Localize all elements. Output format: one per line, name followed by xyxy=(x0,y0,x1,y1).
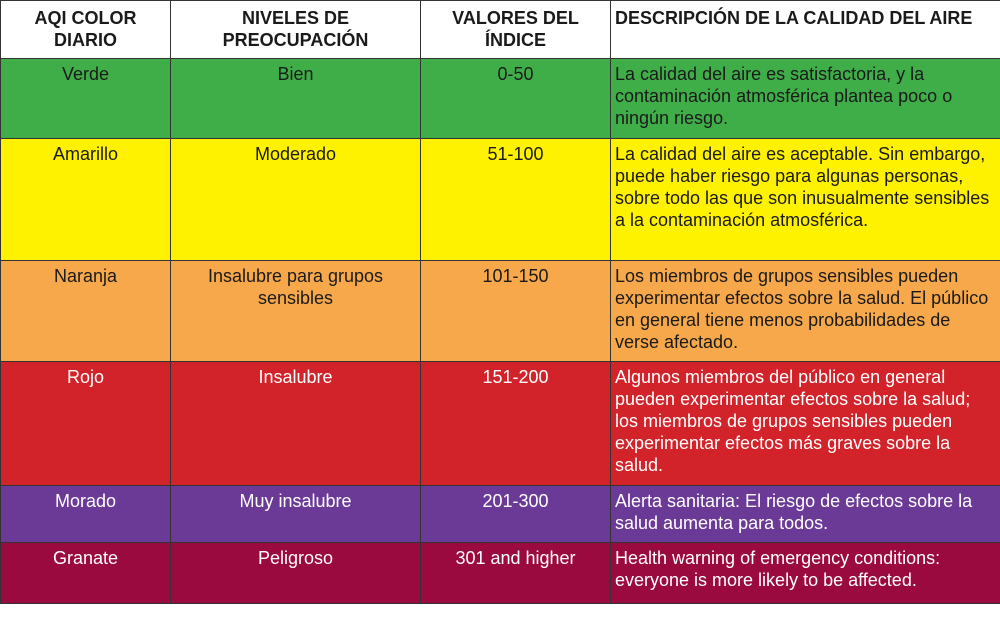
cell-description: Los miembros de grupos sensibles pueden experimentar efectos sobre la salud. El público en general tiene menos probabilidades de verse afectado. xyxy=(611,261,1000,362)
cell-values: 0-50 xyxy=(421,59,611,139)
table-row xyxy=(1,59,1000,139)
cell-level: Insalubre xyxy=(171,362,421,486)
cell-description: Health warning of emergency conditions: everyone is more likely to be affected. xyxy=(611,543,1000,604)
header-description: DESCRIPCIÓN DE LA CALIDAD DEL AIRE xyxy=(611,1,1000,59)
cell-color: Granate xyxy=(1,543,171,604)
cell-description: La calidad del aire es satisfactoria, y la contaminación atmosférica plantea poco o ningún riesgo. xyxy=(611,59,1000,139)
header-level: NIVELES DE PREOCUPACIÓN xyxy=(171,1,421,59)
table-row xyxy=(1,486,1000,543)
table-row xyxy=(1,362,1000,486)
cell-color: Rojo xyxy=(1,362,171,486)
cell-level: Moderado xyxy=(171,139,421,261)
table-row xyxy=(1,261,1000,362)
cell-color: Morado xyxy=(1,486,171,543)
cell-description: Algunos miembros del público en general pueden experimentar efectos sobre la salud; los miembros de grupos sensibles pueden experimentar efectos más graves sobre la salud. xyxy=(611,362,1000,486)
header-row xyxy=(1,1,1000,59)
cell-values: 201-300 xyxy=(421,486,611,543)
cell-color: Naranja xyxy=(1,261,171,362)
cell-color: Verde xyxy=(1,59,171,139)
cell-level: Bien xyxy=(171,59,421,139)
cell-level: Muy insalubre xyxy=(171,486,421,543)
cell-values: 51-100 xyxy=(421,139,611,261)
header-values: VALORES DEL ÍNDICE xyxy=(421,1,611,59)
cell-color: Amarillo xyxy=(1,139,171,261)
table-row xyxy=(1,139,1000,261)
header-color: AQI COLOR DIARIO xyxy=(1,1,171,59)
cell-values: 301 and higher xyxy=(421,543,611,604)
cell-level: Insalubre para grupos sensibles xyxy=(171,261,421,362)
cell-values: 101-150 xyxy=(421,261,611,362)
cell-description: Alerta sanitaria: El riesgo de efectos sobre la salud aumenta para todos. xyxy=(611,486,1000,543)
cell-level: Peligroso xyxy=(171,543,421,604)
table-row xyxy=(1,543,1000,604)
cell-values: 151-200 xyxy=(421,362,611,486)
cell-description: La calidad del aire es aceptable. Sin embargo, puede haber riesgo para algunas personas, sobre todo las que son inusualmente sensibles a la contaminación atmosférica. xyxy=(611,139,1000,261)
